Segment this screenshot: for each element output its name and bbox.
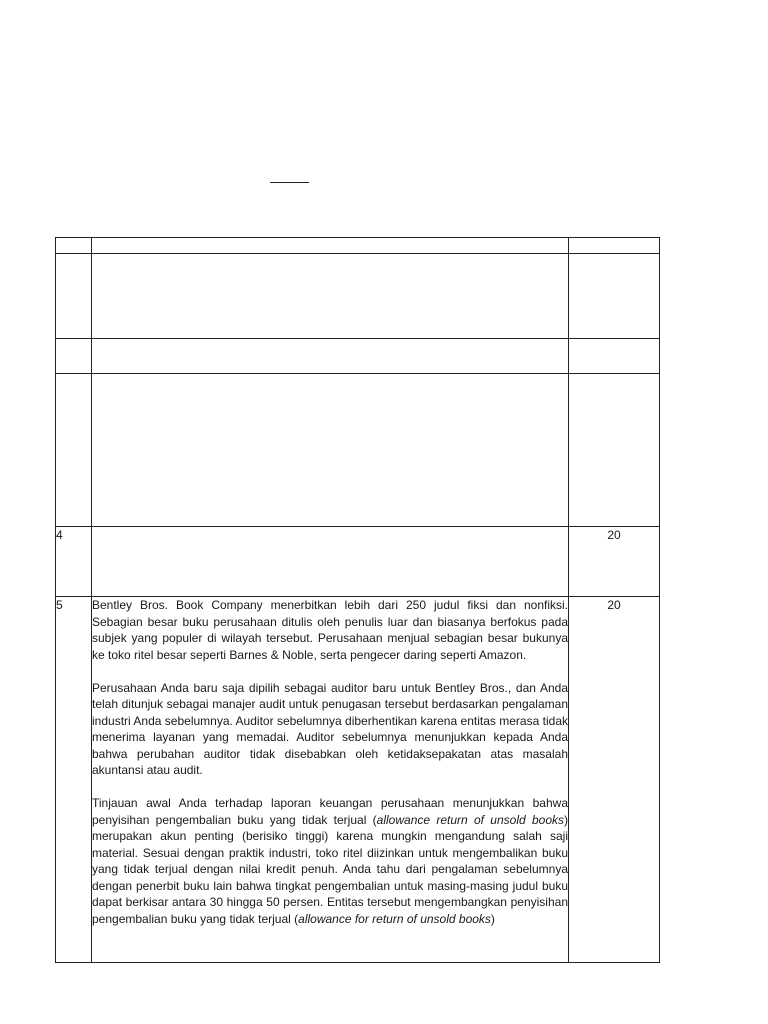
table-row (56, 527, 660, 597)
question-score: 20 (569, 527, 660, 597)
term-allowance-for-return: allowance for return of unsold books (298, 911, 491, 926)
question-score (569, 339, 660, 374)
question-score (569, 238, 660, 254)
question-score (569, 374, 660, 527)
table-row (56, 238, 660, 254)
paragraph-3-text-b: ) merupakan akun penting (berisiko tinggi) karena mungkin mengandung salah saji material. Sesuai dengan praktik industri, toko ritel diizinkan untuk mengembalikan buku yang tidak terjual dengan nilai kredit penuh. Anda tahu dari pengalaman sebelumnya dengan penerbit buku lain bahwa tingkat pengembalian untuk masing-masing judul buku dapat berkisar antara 30 hingga 50 persen. Entitas tersebut mengembangkan penyisihan pengembalian buku yang tidak terjual ( (92, 812, 568, 926)
question-paragraph-1: Bentley Bros. Book Company menerbitkan lebih dari 250 judul fiksi dan nonfiksi. Sebagian besar buku perusahaan ditulis oleh penulis luar dan biasanya berfokus pada subjek yang populer di wilayah tersebut. Perusahaan menjual sebagian besar bukunya ke toko ritel besar seperti Barnes & Noble, serta pengecer daring seperti Amazon. (92, 598, 568, 662)
question-number (56, 339, 92, 374)
question-number (56, 238, 92, 254)
question-table (55, 237, 660, 963)
paragraph-3-text-a: Tinjauan awal Anda terhadap laporan keuangan perusahaan menunjukkan bahwa penyisihan pengembalian buku yang tidak terjual ( (92, 796, 568, 827)
table-row (56, 339, 660, 374)
question-paragraph-3 (92, 795, 568, 927)
question-text (92, 374, 569, 527)
question-number (56, 374, 92, 527)
short-underline (270, 182, 309, 183)
question-number (56, 254, 92, 339)
question-text (92, 339, 569, 374)
question-paragraph-2: Perusahaan Anda baru saja dipilih sebagai auditor baru untuk Bentley Bros., dan Anda telah ditunjuk sebagai manajer audit untuk penugasan tersebut berdasarkan pengalaman industri Anda sebelumnya. Auditor sebelumnya diberhentikan karena entitas merasa tidak menerima layanan yang memadai. Auditor sebelumnya menunjukkan kepada Anda bahwa perubahan auditor tidak disebabkan oleh ketidaksepakatan atas masalah akuntansi atau audit. (92, 680, 568, 777)
question-number: 5 (56, 597, 92, 963)
question-score: 20 (569, 597, 660, 963)
paragraph-3-text-c: ) (490, 911, 495, 926)
table-row (56, 254, 660, 339)
question-5-body (92, 597, 568, 960)
question-number: 4 (56, 527, 92, 597)
table-row (56, 374, 660, 527)
question-score (569, 254, 660, 339)
table-row (56, 597, 660, 963)
question-text (92, 597, 569, 963)
question-text (92, 527, 569, 597)
question-text (92, 254, 569, 339)
term-allowance-return: allowance return of unsold books (376, 812, 564, 827)
question-text (92, 238, 569, 254)
